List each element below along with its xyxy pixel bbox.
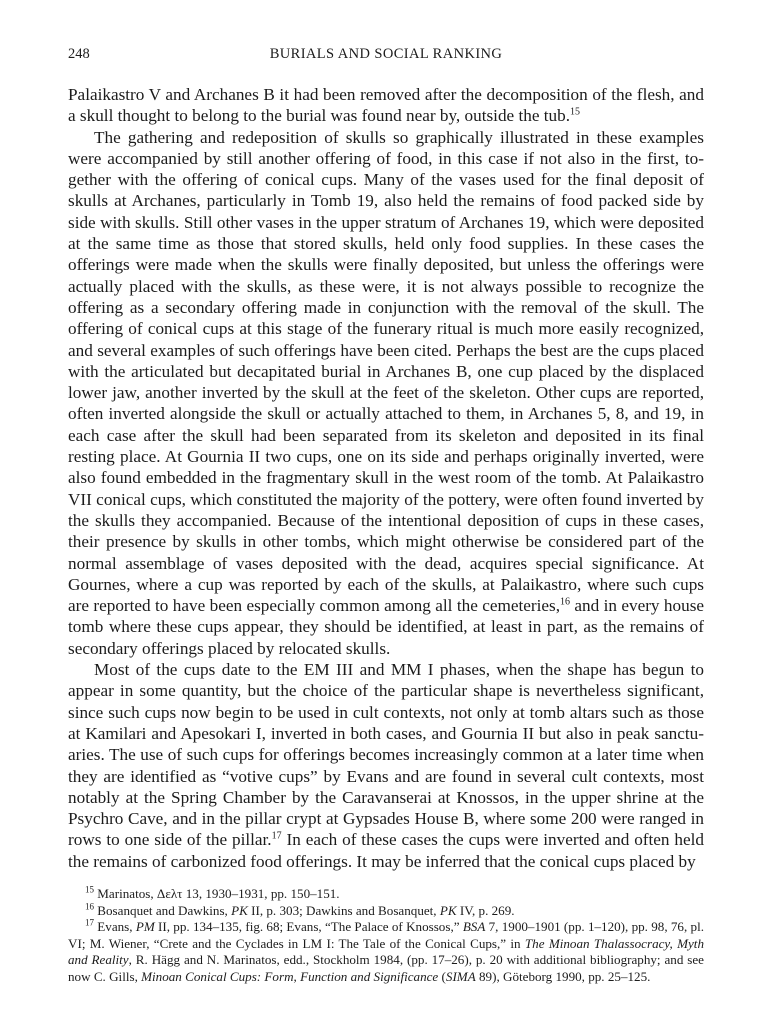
footnote-ref-16: 16 <box>560 596 570 608</box>
paragraph-3-text-a: Most of the cups date to the EM III and MM I phases, when the shape has begun to appear in some quantity, but the choice of the particular shape is nevertheless significant, since such cups now begin to be used in cult contexts, not only at tomb altars such as those at Kamilari and Apesokari I, inverted in both cases, and Gournia II but also in peak sanctuaries. The use of such cups for offerings becomes increasingly common at a later time when they are identified as “votive cups” by Evans and are found in several cult contexts, most notably at the Spring Chamber by the Caravanserai at Knossos, in the upper shrine at the Psychro Cave, and in the pillar crypt at Gypsades House B, where some 200 were ranged in rows to one side of the pillar. <box>68 660 704 850</box>
footnote-17-text: 89), Göteborg 1990, pp. 25–125. <box>475 968 651 984</box>
footnote-17 <box>68 919 704 985</box>
footnote-17-text: ( <box>438 968 446 984</box>
paragraph-1-text: Palaikastro V and Archanes B it had been removed after the decomposition of the flesh, and a skull thought to belong to the burial was found near by, outside the tub. <box>68 85 704 126</box>
footnote-17-text: Evans, <box>97 919 136 935</box>
footnote-17-italic: Minoan Conical Cups: Form, Function and Significance <box>141 968 439 984</box>
paragraph-2-text-b: and in every house tomb where these cups appear, they should be identified, at least in part, as the remains of secondary offerings placed by relocated skulls. <box>68 596 705 658</box>
footnote-17-text: 7, 1900–1901 (pp. 1–120), pp. 98, 76, pl. VI; M. Wiener, “Crete and the Cyclades in LM I: The Tale of the Conical Cups,” in <box>68 919 704 951</box>
paragraph-2-text-a: The gathering and redeposition of skulls so graphically illustrated in these examples were accompanied by still another offering of food, in this case if not also in the first, together with the offering of conical cups. Many of the vases used for the final deposit of skulls at Archanes, particularly in Tomb 19, also held the remains of food packed side by side with skulls. Still other vases in the upper stratum of Archanes 19, which were deposited at the same time as those that stored skulls, held only food supplies. In these cases the offerings were made when the skulls were finally deposited, but unless the offerings were actually placed with the skulls, as these were, it is not always possible to recognize the offering as a secondary offering made in conjunction with the removal of the skull. The offering of conical cups at this stage of the funerary ritual is much more easily recognized, and several examples of such offerings have been cited. Perhaps the best are the cups placed with the articulated but decapitated burial in Archanes B, one cup placed by the displaced lower jaw, another inverted by the skull at the feet of the skeleton. Other cups are reported, often inverted alongside the skull or actually attached to them, in Archanes 5, 8, and 19, in each case after the skull had been separated from its skeleton and deposited in its final resting place. At Gournia II two cups, one on its side and perhaps originally inverted, were also found embedded in the fragmentary skull in the west room of the tomb. At Palaikastro VII conical cups, which constituted the majority of the pottery, were often found inverted by the skulls they accompanied. Because of the intentional deposition of cups in these cases, their presence by skulls in other tombs, which might otherwise be considered part of the normal assemblage of vases deposited with the dead, acquires special significance. At Gournes, where a cup was reported by each of the skulls, at Palaikastro, where such cups are reported to have been especially common among all the cemeteries, <box>68 127 704 616</box>
footnote-17-italic: SIMA <box>445 968 476 984</box>
footnote-17-text: , R. Hägg and N. Marinatos, edd., Stockholm 1984, (pp. 17–26), p. 20 with additional bibliography; and see now C. Gills, <box>68 952 704 984</box>
paragraph-3 <box>68 659 704 872</box>
footnote-17-text: II, pp. 134–135, fig. 68; Evans, “The Palace of Knossos,” <box>154 919 463 935</box>
footnote-16-text: Bosanquet and Dawkins, <box>97 902 232 918</box>
footnote-17-number: 17 <box>85 917 94 928</box>
footnote-ref-17: 17 <box>271 830 282 842</box>
paragraph-3-text-b: In each of these cases the cups were inverted and often held the remains of carbonized food offerings. It may be inferred that the conical cups placed by <box>68 830 704 871</box>
footnote-15-number: 15 <box>85 884 94 895</box>
footnote-17-italic: BSA <box>462 919 486 935</box>
paragraph-2 <box>68 127 704 659</box>
footnote-16-text: II, p. 303; Dawkins and Bosanquet, <box>247 902 440 918</box>
footnote-ref-15: 15 <box>570 106 581 118</box>
footnote-15-text: Marinatos, Δελτ 13, 1930–1931, pp. 150–151. <box>97 885 340 901</box>
paragraph-1 <box>68 84 704 127</box>
footnotes <box>68 886 704 986</box>
footnote-16 <box>68 903 704 920</box>
body-text <box>68 84 704 872</box>
page-number: 248 <box>68 46 90 62</box>
footnote-16-text: IV, p. 269. <box>456 902 515 918</box>
running-head <box>68 46 704 68</box>
footnote-17-italic: The Minoan Thalassocracy, Myth and Reality <box>68 935 704 968</box>
footnote-16-italic: PK <box>439 902 457 918</box>
footnote-16-italic: PK <box>231 902 248 918</box>
footnote-17-italic: PM <box>135 919 155 935</box>
running-title: BURIALS AND SOCIAL RANKING <box>269 46 503 62</box>
book-page <box>68 46 704 986</box>
footnote-16-number: 16 <box>85 901 94 912</box>
footnote-15 <box>68 886 704 903</box>
